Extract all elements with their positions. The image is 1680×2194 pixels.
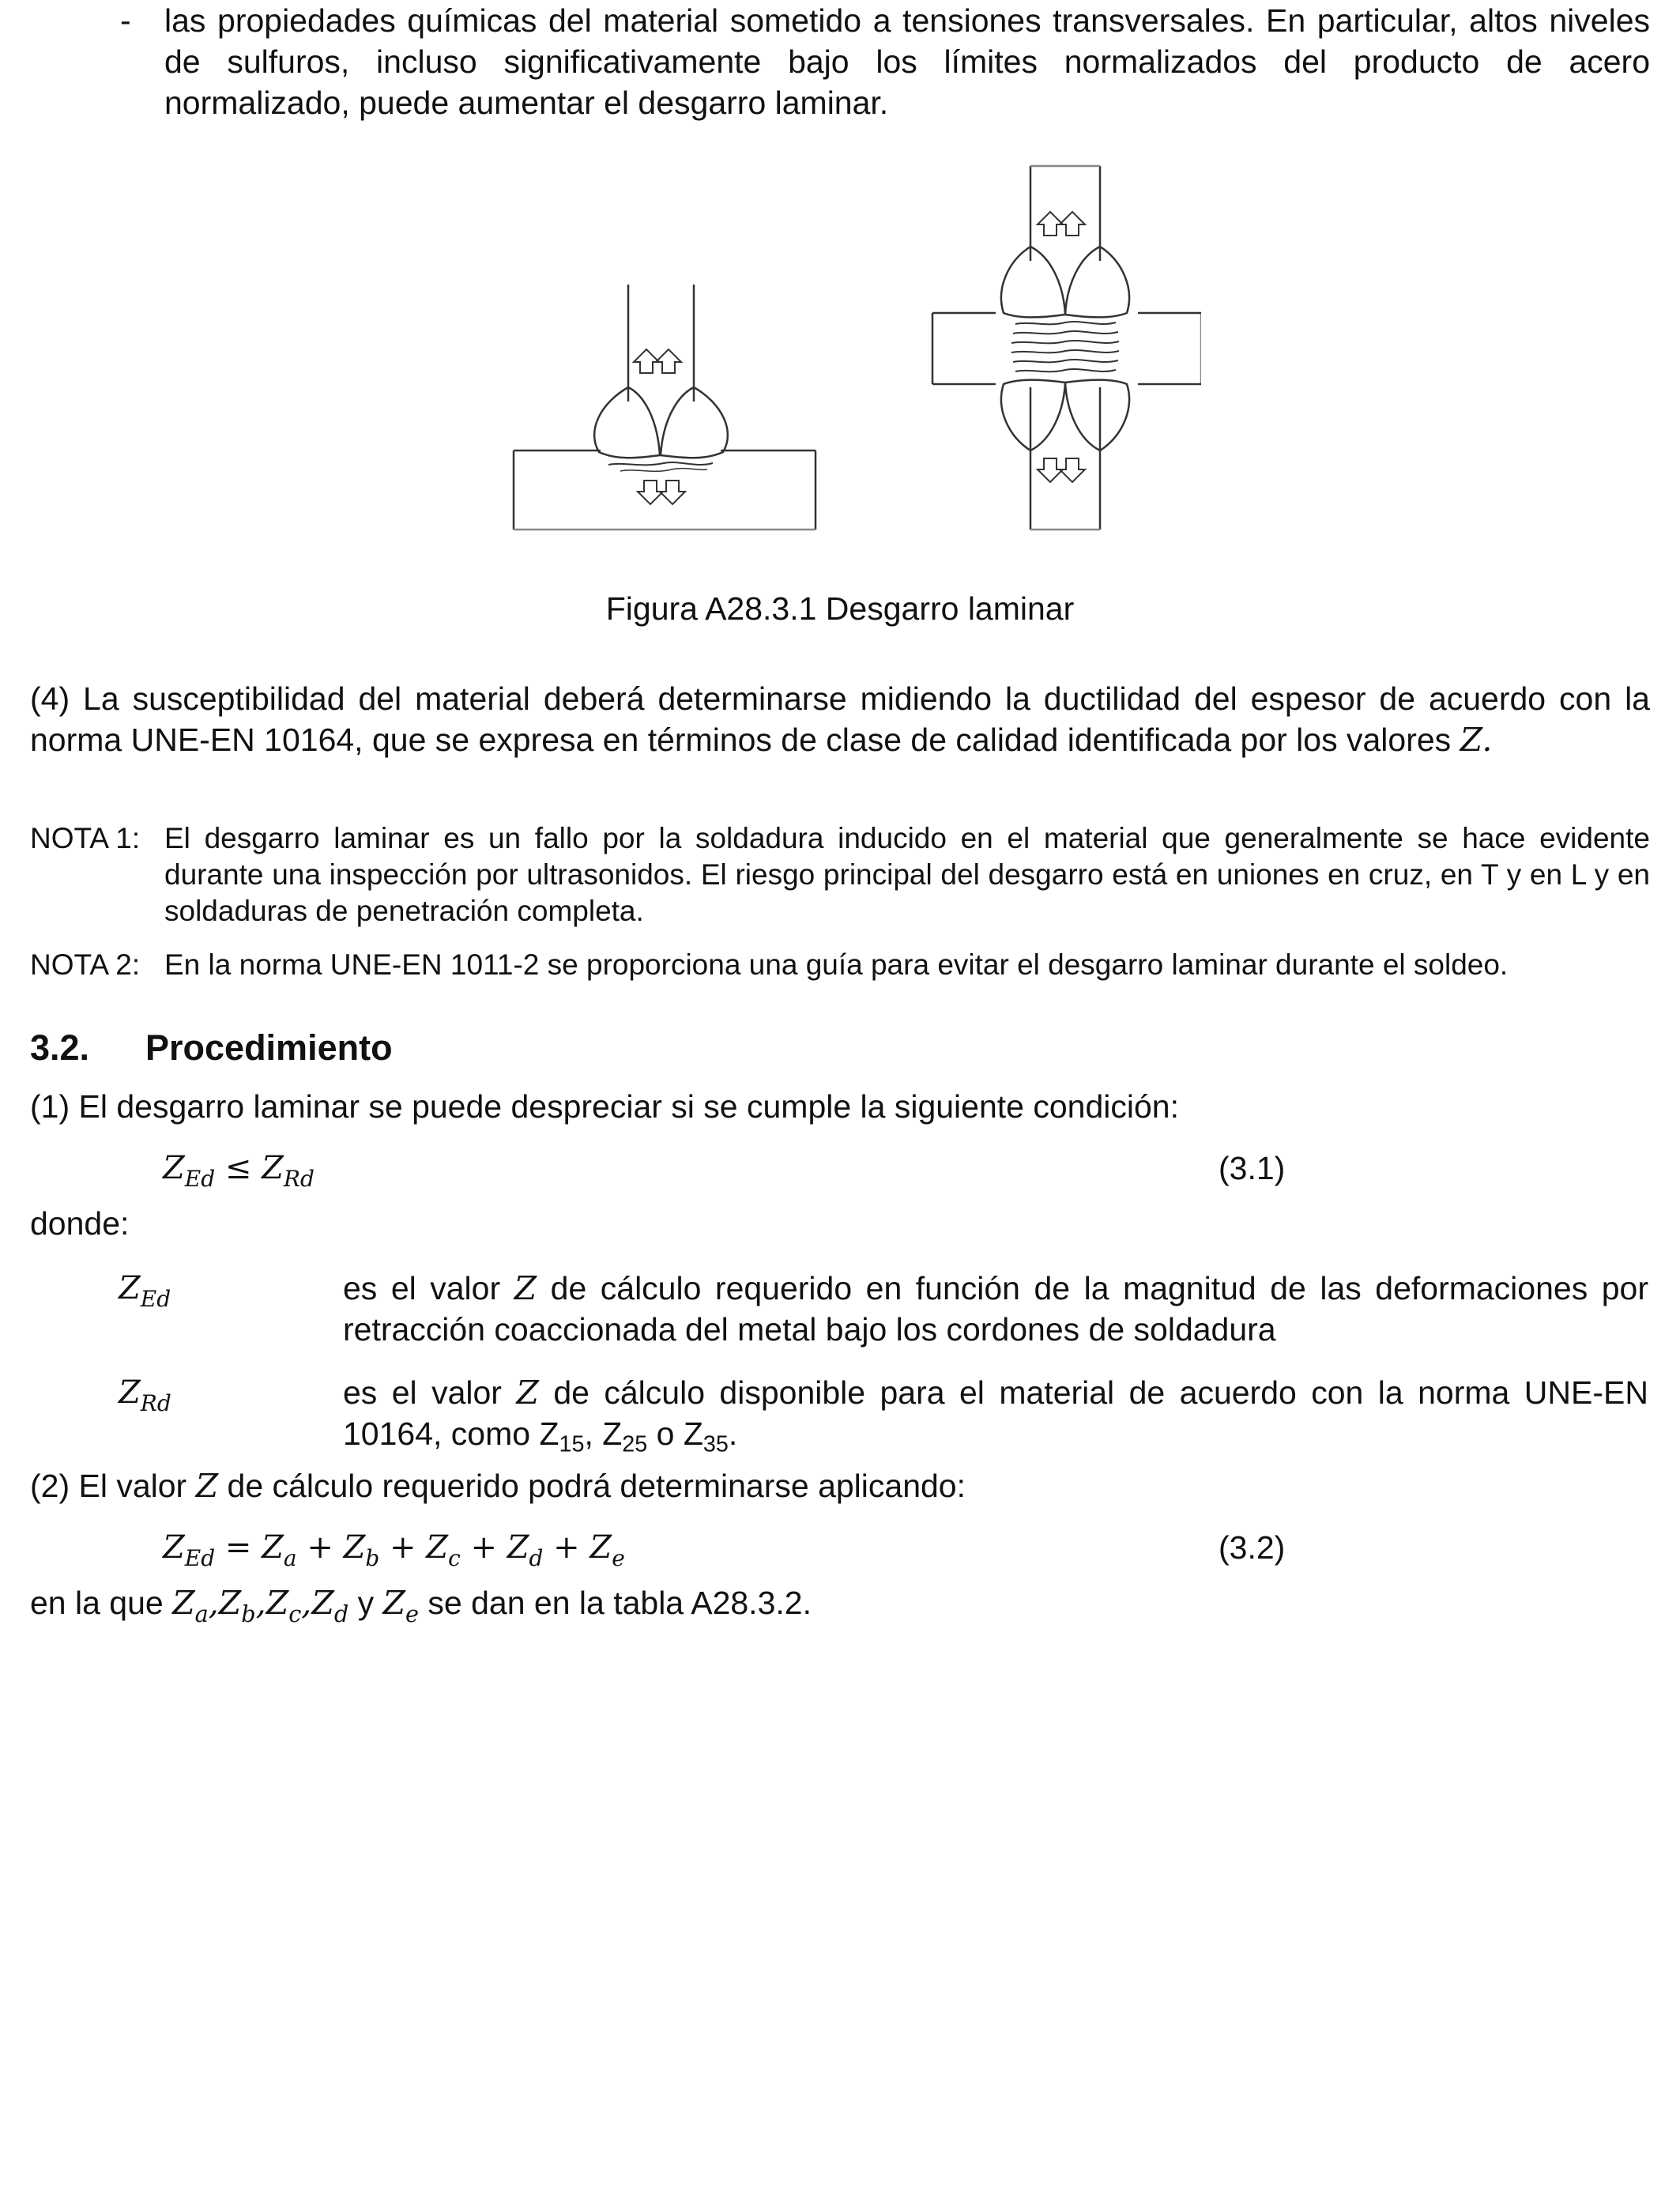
nota-2-label: NOTA 2:	[30, 948, 141, 981]
paragraph-4: (4) La susceptibilidad del material deberá determinarse midiendo la ductilidad del espesor de acuerdo con la norma UNE-EN 10164, que se expresa en términos de clase de calidad identificada por los valores Z.	[30, 680, 1650, 759]
intro-paragraph: las propiedades químicas del material sometido a tensiones transversales. En particular, altos niveles de sulfuros, incluso significativamente bajo los límites normalizados del producto de acero normalizado, puede aumentar el desgarro laminar.	[164, 2, 1650, 121]
equation-3-2: $Z_{Ed} = Z_a + Z_b + Z_c + Z_d + Z_e$	[163, 1529, 625, 1571]
cruciform-joint-diagram	[932, 166, 1201, 530]
final-sentence: en la que $Z_a,Z_b,Z_c,Z_d$ y $Z_e$ se dan en la tabla A28.3.2.	[30, 1584, 812, 1628]
section-number: 3.2.	[30, 1027, 90, 1068]
figure-caption: Figura A28.3.1 Desgarro laminar	[605, 590, 1075, 627]
equation-3-2-number: (3.2)	[1219, 1529, 1286, 1566]
donde-label: donde:	[30, 1205, 130, 1242]
nota-1-text: El desgarro laminar es un fallo por la soldadura inducido en el material que generalmente se hace evidente durante una inspección por ultrasonidos. El riesgo principal del desgarro está en uniones en cruz, en T y en L y en soldaduras de penetración completa.	[164, 822, 1650, 927]
def-zed-symbol: $Z_{Ed}$	[119, 1270, 171, 1312]
lamellar-tearing-figure	[506, 158, 1201, 537]
def-zed-text: es el valor Z de cálculo requerido en función de la magnitud de las deformaciones por retracción coaccionada del metal bajo los cordones de soldadura	[343, 1269, 1648, 1348]
nota-1-label: NOTA 1:	[30, 822, 141, 854]
equation-3-1: $Z_{Ed} \le Z_{Rd}$	[163, 1150, 315, 1192]
nota-2-text: En la norma UNE-EN 1011-2 se proporciona una guía para evitar el desgarro laminar durante el soldeo.	[164, 948, 1509, 981]
section-heading	[30, 1026, 393, 1070]
def-zrd-text: es el valor Z de cálculo disponible para el material de acuerdo con la norma UNE-EN 10164, como $Z_{15}$, $Z_{25}$ o $Z_{35}$.	[343, 1374, 1648, 1457]
paragraph-1: (1) El desgarro laminar se puede despreciar si se cumple la siguiente condición:	[30, 1088, 1179, 1125]
t-joint-diagram	[514, 285, 816, 530]
paragraph-2: (2) El valor Z de cálculo requerido podrá determinarse aplicando:	[30, 1467, 966, 1505]
equation-3-1-number: (3.1)	[1219, 1150, 1286, 1186]
section-title: Procedimiento	[145, 1027, 393, 1068]
bullet-dash: -	[120, 2, 131, 39]
def-zrd-symbol: $Z_{Rd}$	[119, 1374, 171, 1416]
